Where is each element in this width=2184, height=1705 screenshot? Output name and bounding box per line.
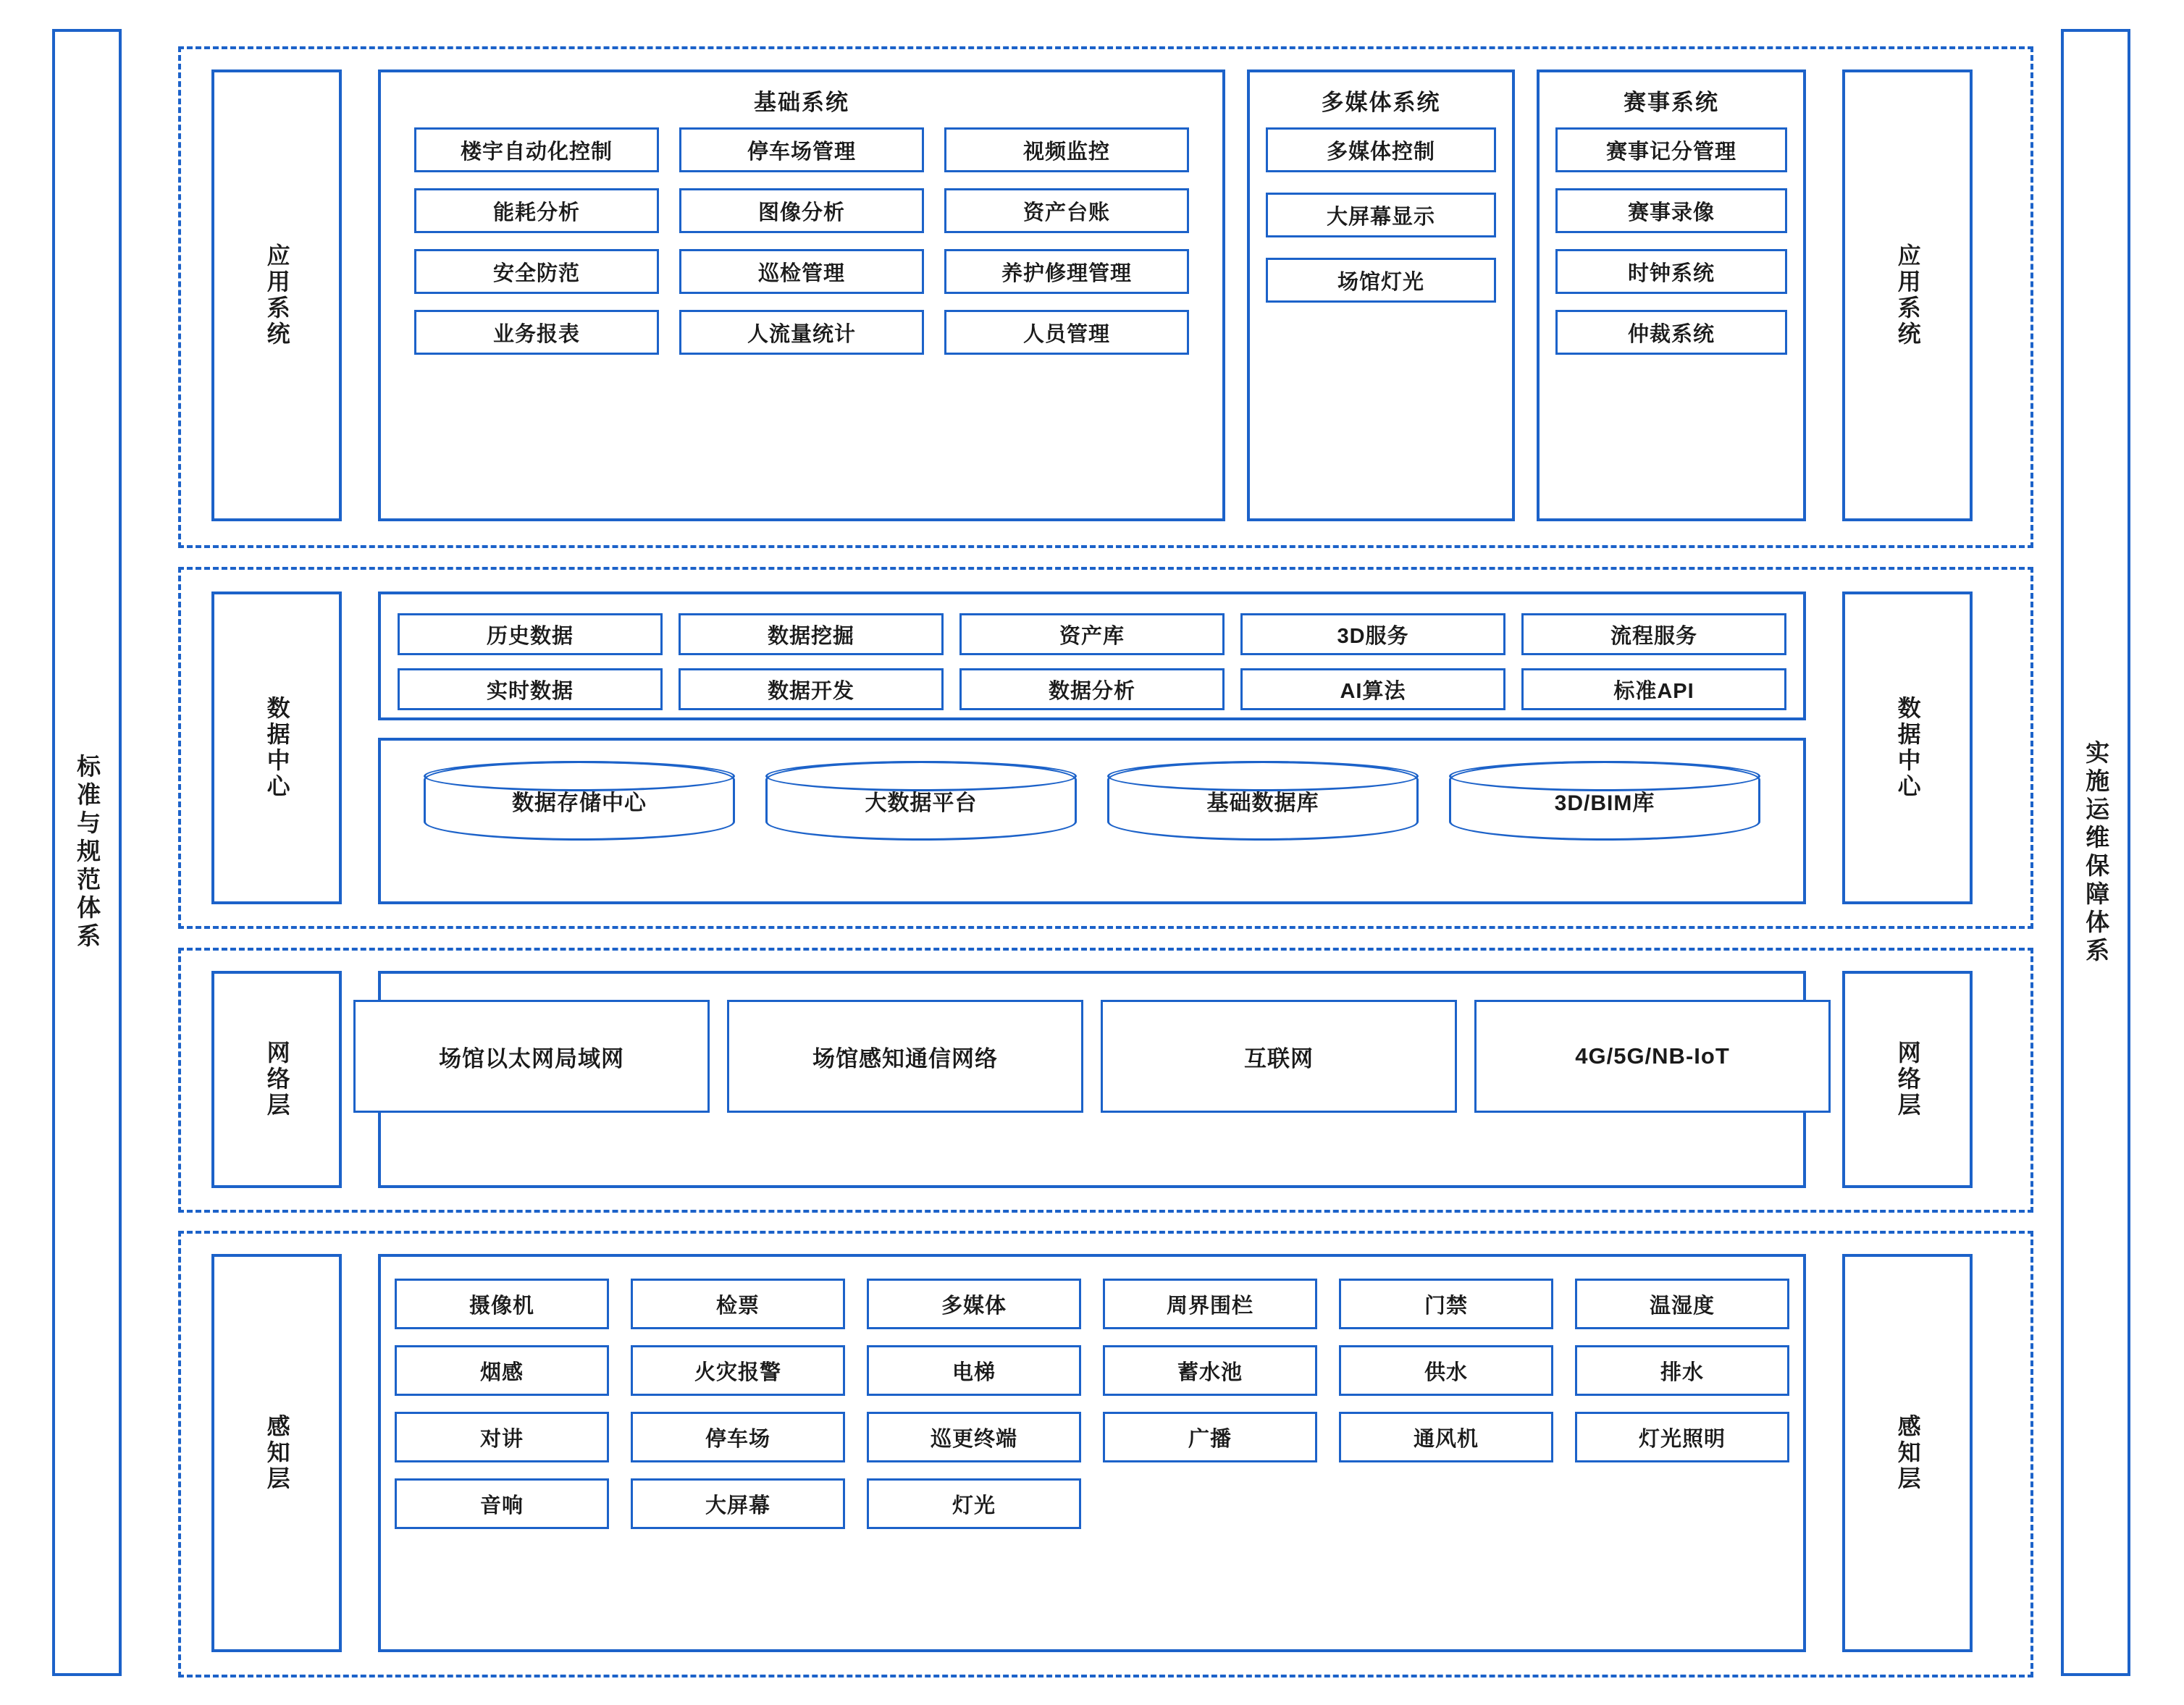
chip-video-surveillance[interactable]: 视频监控 bbox=[944, 127, 1189, 172]
chip-venue-ethernet-lan[interactable]: 场馆以太网局域网 bbox=[353, 1000, 710, 1113]
chip-energy-analysis[interactable]: 能耗分析 bbox=[414, 188, 659, 233]
chip-building-automation[interactable]: 楼宇自动化控制 bbox=[414, 127, 659, 172]
chip-multimedia-control[interactable]: 多媒体控制 bbox=[1266, 127, 1496, 172]
chip-standard-api[interactable]: 标准API bbox=[1521, 668, 1786, 710]
application-left-tag-label: 应用系统 bbox=[264, 243, 290, 348]
chip-lighting-illumination[interactable]: 灯光照明 bbox=[1575, 1412, 1789, 1462]
chip-drainage[interactable]: 排水 bbox=[1575, 1345, 1789, 1396]
chip-smoke-detector[interactable]: 烟感 bbox=[395, 1345, 609, 1396]
chip-intercom[interactable]: 对讲 bbox=[395, 1412, 609, 1462]
chip-lighting[interactable]: 灯光 bbox=[867, 1478, 1081, 1529]
application-right-tag-label: 应用系统 bbox=[1894, 243, 1921, 348]
group-event-systems bbox=[1537, 70, 1806, 521]
chip-event-recording[interactable]: 赛事录像 bbox=[1555, 188, 1787, 233]
chip-people-flow-stats[interactable]: 人流量统计 bbox=[679, 310, 924, 355]
chip-ai-algorithm[interactable]: AI算法 bbox=[1240, 668, 1505, 710]
group-event-title: 赛事系统 bbox=[1624, 90, 1719, 115]
group-basic-systems bbox=[378, 70, 1225, 521]
standards-pillar-label: 标准与规范体系 bbox=[74, 754, 101, 951]
data-center-left-tag bbox=[211, 592, 342, 904]
network-items bbox=[381, 1000, 1803, 1113]
network-left-tag-label: 网络层 bbox=[264, 1040, 290, 1119]
sensing-panel bbox=[378, 1254, 1806, 1652]
sensing-layer-right-tag bbox=[1842, 1254, 1973, 1652]
chip-process-service[interactable]: 流程服务 bbox=[1521, 613, 1786, 655]
operations-pillar-label: 实施运维保障体系 bbox=[2083, 739, 2110, 966]
sensing-items bbox=[381, 1279, 1803, 1529]
chip-ventilation-fan[interactable]: 通风机 bbox=[1339, 1412, 1553, 1462]
chip-water-reservoir[interactable]: 蓄水池 bbox=[1103, 1345, 1317, 1396]
basic-systems-items bbox=[381, 127, 1222, 355]
databases-row bbox=[381, 761, 1803, 841]
chip-patrol-terminal[interactable]: 巡更终端 bbox=[867, 1412, 1081, 1462]
databases-panel bbox=[378, 738, 1806, 904]
chip-personnel-management[interactable]: 人员管理 bbox=[944, 310, 1189, 355]
event-items bbox=[1540, 127, 1803, 355]
chip-mobile-iot-network[interactable]: 4G/5G/NB-IoT bbox=[1474, 1000, 1831, 1113]
chip-parking-lot[interactable]: 停车场 bbox=[631, 1412, 845, 1462]
data-center-left-tag-label: 数据中心 bbox=[264, 696, 290, 800]
application-layer-band bbox=[178, 46, 2033, 548]
chip-audio-system[interactable]: 音响 bbox=[395, 1478, 609, 1529]
chip-event-scoring[interactable]: 赛事记分管理 bbox=[1555, 127, 1787, 172]
chip-security-protection[interactable]: 安全防范 bbox=[414, 249, 659, 294]
standards-pillar bbox=[52, 29, 122, 1676]
chip-data-development[interactable]: 数据开发 bbox=[679, 668, 944, 710]
chip-history-data[interactable]: 历史数据 bbox=[398, 613, 663, 655]
multimedia-items bbox=[1250, 127, 1512, 303]
chip-clock-system[interactable]: 时钟系统 bbox=[1555, 249, 1787, 294]
sensing-layer-left-tag bbox=[211, 1254, 342, 1652]
data-services-panel bbox=[378, 592, 1806, 720]
db-3d-bim-library[interactable]: 3D/BIM库 bbox=[1449, 761, 1760, 841]
chip-asset-ledger[interactable]: 资产台账 bbox=[944, 188, 1189, 233]
chip-water-supply[interactable]: 供水 bbox=[1339, 1345, 1553, 1396]
data-center-right-tag-label: 数据中心 bbox=[1894, 696, 1921, 800]
chip-elevator[interactable]: 电梯 bbox=[867, 1345, 1081, 1396]
group-multimedia-title: 多媒体系统 bbox=[1321, 90, 1441, 115]
group-basic-systems-title: 基础系统 bbox=[754, 90, 849, 115]
application-layer-left-tag bbox=[211, 70, 342, 521]
operations-pillar bbox=[2061, 29, 2130, 1676]
db-basic-database[interactable]: 基础数据库 bbox=[1107, 761, 1419, 841]
chip-perimeter-fence[interactable]: 周界围栏 bbox=[1103, 1279, 1317, 1329]
group-multimedia-systems bbox=[1247, 70, 1515, 521]
chip-internet[interactable]: 互联网 bbox=[1101, 1000, 1457, 1113]
chip-ticket-check[interactable]: 检票 bbox=[631, 1279, 845, 1329]
chip-multimedia[interactable]: 多媒体 bbox=[867, 1279, 1081, 1329]
chip-temperature-humidity[interactable]: 温湿度 bbox=[1575, 1279, 1789, 1329]
chip-3d-service[interactable]: 3D服务 bbox=[1240, 613, 1505, 655]
data-center-band bbox=[178, 567, 2033, 929]
chip-large-screen-display[interactable]: 大屏幕显示 bbox=[1266, 193, 1496, 237]
db-big-data-platform[interactable]: 大数据平台 bbox=[765, 761, 1077, 841]
chip-large-screen[interactable]: 大屏幕 bbox=[631, 1478, 845, 1529]
sensing-layer-band bbox=[178, 1231, 2033, 1677]
data-center-right-tag bbox=[1842, 592, 1973, 904]
network-panel bbox=[378, 971, 1806, 1188]
network-layer-band bbox=[178, 948, 2033, 1213]
chip-asset-repository[interactable]: 资产库 bbox=[959, 613, 1225, 655]
data-services-items bbox=[381, 613, 1803, 710]
chip-venue-sensing-network[interactable]: 场馆感知通信网络 bbox=[727, 1000, 1083, 1113]
db-data-storage-center[interactable]: 数据存储中心 bbox=[424, 761, 735, 841]
network-right-tag-label: 网络层 bbox=[1894, 1040, 1921, 1119]
chip-arbitration-system[interactable]: 仲裁系统 bbox=[1555, 310, 1787, 355]
application-layer-right-tag bbox=[1842, 70, 1973, 521]
chip-realtime-data[interactable]: 实时数据 bbox=[398, 668, 663, 710]
chip-inspection-management[interactable]: 巡检管理 bbox=[679, 249, 924, 294]
chip-maintenance-management[interactable]: 养护修理管理 bbox=[944, 249, 1189, 294]
chip-access-control[interactable]: 门禁 bbox=[1339, 1279, 1553, 1329]
chip-parking-management[interactable]: 停车场管理 bbox=[679, 127, 924, 172]
chip-data-mining[interactable]: 数据挖掘 bbox=[679, 613, 944, 655]
chip-camera[interactable]: 摄像机 bbox=[395, 1279, 609, 1329]
chip-data-analysis[interactable]: 数据分析 bbox=[959, 668, 1225, 710]
network-layer-right-tag bbox=[1842, 971, 1973, 1188]
sensing-left-tag-label: 感知层 bbox=[264, 1414, 290, 1492]
network-layer-left-tag bbox=[211, 971, 342, 1188]
chip-venue-lighting[interactable]: 场馆灯光 bbox=[1266, 258, 1496, 303]
chip-image-analysis[interactable]: 图像分析 bbox=[679, 188, 924, 233]
chip-fire-alarm[interactable]: 火灾报警 bbox=[631, 1345, 845, 1396]
chip-broadcast[interactable]: 广播 bbox=[1103, 1412, 1317, 1462]
sensing-right-tag-label: 感知层 bbox=[1894, 1414, 1921, 1492]
chip-business-report[interactable]: 业务报表 bbox=[414, 310, 659, 355]
